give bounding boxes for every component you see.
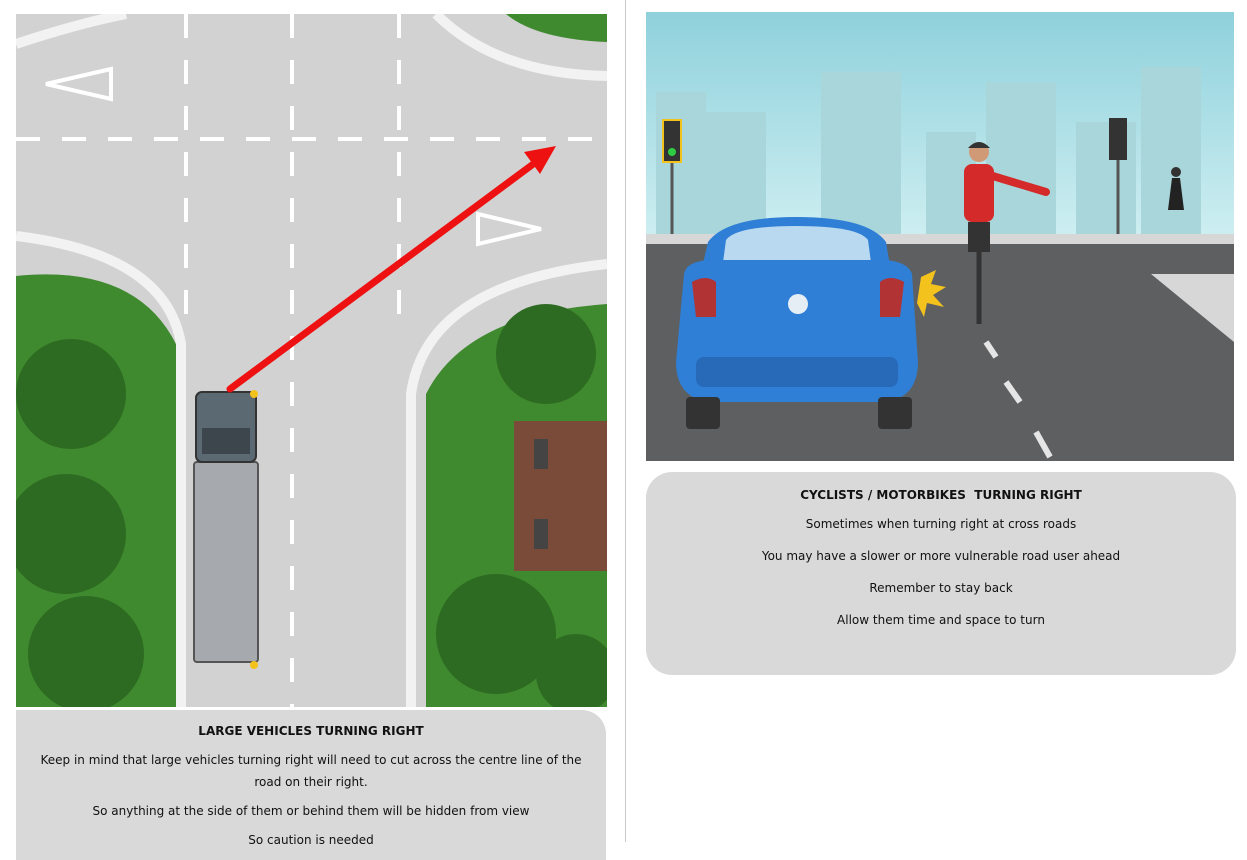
left-caption-line: So caution is needed: [248, 833, 374, 847]
column-divider: [625, 0, 626, 842]
right-caption-line: You may have a slower or more vulnerable road user ahead: [761, 549, 1121, 563]
car-behind-cyclist-icon: [646, 12, 1234, 461]
right-caption-line: Remember to stay back: [869, 581, 1013, 595]
left-caption-box: [16, 710, 606, 860]
right-caption-line: Allow them time and space to turn: [837, 613, 1045, 627]
right-caption-line: Sometimes when turning right at cross roads: [805, 517, 1077, 531]
right-caption-title: CYCLISTS / MOTORBIKES TURNING RIGHT: [800, 488, 1082, 502]
left-caption-line: So anything at the side of them or behind them will be hidden from view: [92, 804, 530, 818]
left-caption-line: Keep in mind that large vehicles turning right will need to cut across the centre line of the road on their right.: [40, 753, 582, 789]
junction-aerial-illustration: [16, 14, 607, 707]
right-caption-box: [646, 472, 1236, 675]
left-caption-title: LARGE VEHICLES TURNING RIGHT: [198, 724, 424, 738]
car-cyclist-illustration: [646, 12, 1234, 461]
junction-aerial-icon: [16, 14, 607, 707]
